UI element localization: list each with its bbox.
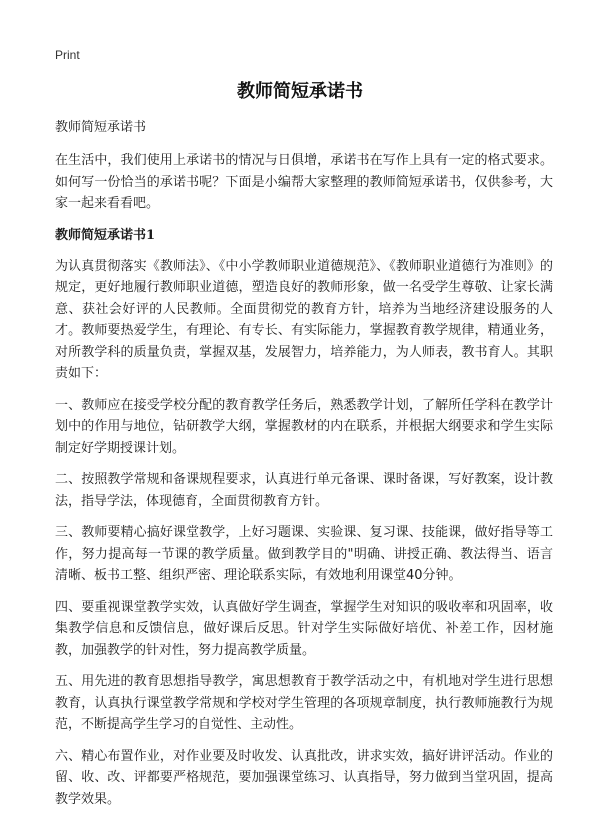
body-paragraph-3: 三、教师要精心搞好课堂教学，上好习题课、实验课、复习课、技能课，做好指导等工作，努力提高每一节课的教学质量。做到教学目的"明确、讲授正确、教法得当、语言清晰、板书工整、组织严密、理论联系实际，有效地利用课堂40分钟。 (55, 525, 553, 583)
section-heading: 教师简短承诺书1 (55, 227, 156, 243)
body-paragraph-1: 一、教师应在接受学校分配的教育教学任务后，熟悉教学计划，了解所任学科在教学计划中的作用与地位，钻研教学大纲，掌握教材的内在联系，并根据大纲要求和学生实际制定好学期授课计划。 (55, 397, 553, 456)
body-paragraph-preamble: 为认真贯彻落实《教师法》、《中小学教师职业道德规范》、《教师职业道德行为准则》的规定，更好地履行教师职业道德，塑造良好的教师形象，做一名受学生尊敬、让家长满意、获社会好评的人民教师。全面贯彻党的教育方针，培养为当地经济建设服务的人才。教师要热爱学生，有理论、有专长、有实际能力，掌握教育教学规律，精通业务，对所教学科的质量负责，掌握双基，发展智力，培养能力，为人师表，教书育人。其职责如下： (55, 258, 553, 381)
print-label: Print (55, 48, 80, 62)
body-paragraph-5: 五、用先进的教育思想指导教学，寓思想教育于教学活动之中，有机地对学生进行思想教育，认真执行课堂教学常规和学校对学生管理的各项规章制度，执行教师施教行为规范，不断提高学生学习的自觉性、主动性。 (55, 674, 553, 732)
document-subtitle: 教师简短承诺书 (55, 120, 147, 135)
document-title: 教师简短承诺书 (237, 81, 363, 102)
body-paragraph-2: 二、按照教学常规和备课规程要求，认真进行单元备课、课时备课，写好教案，设计教法，指导学法，体现德育，全面贯彻教育方针。 (55, 472, 553, 509)
intro-paragraph: 在生活中，我们使用上承诺书的情况与日俱增，承诺书在写作上具有一定的格式要求。如何写一份恰当的承诺书呢？下面是小编帮大家整理的教师简短承诺书，仅供参考，大家一起来看看吧。 (55, 153, 553, 211)
document-body (55, 118, 553, 820)
body-paragraph-6: 六、精心布置作业，对作业要及时收发、认真批改，讲求实效，搞好讲评活动。作业的留、收、改、评都要严格规范，要加强课堂练习、认真指导，努力做到当堂巩固，提高教学效果。 (55, 748, 553, 807)
body-paragraph-4: 四、要重视课堂教学实效，认真做好学生调查，掌握学生对知识的吸收率和巩固率，收集教学信息和反馈信息，做好课后反思。针对学生实际做好培优、补差工作，因材施教，加强教学的针对性，努力提高教学质量。 (55, 599, 553, 658)
